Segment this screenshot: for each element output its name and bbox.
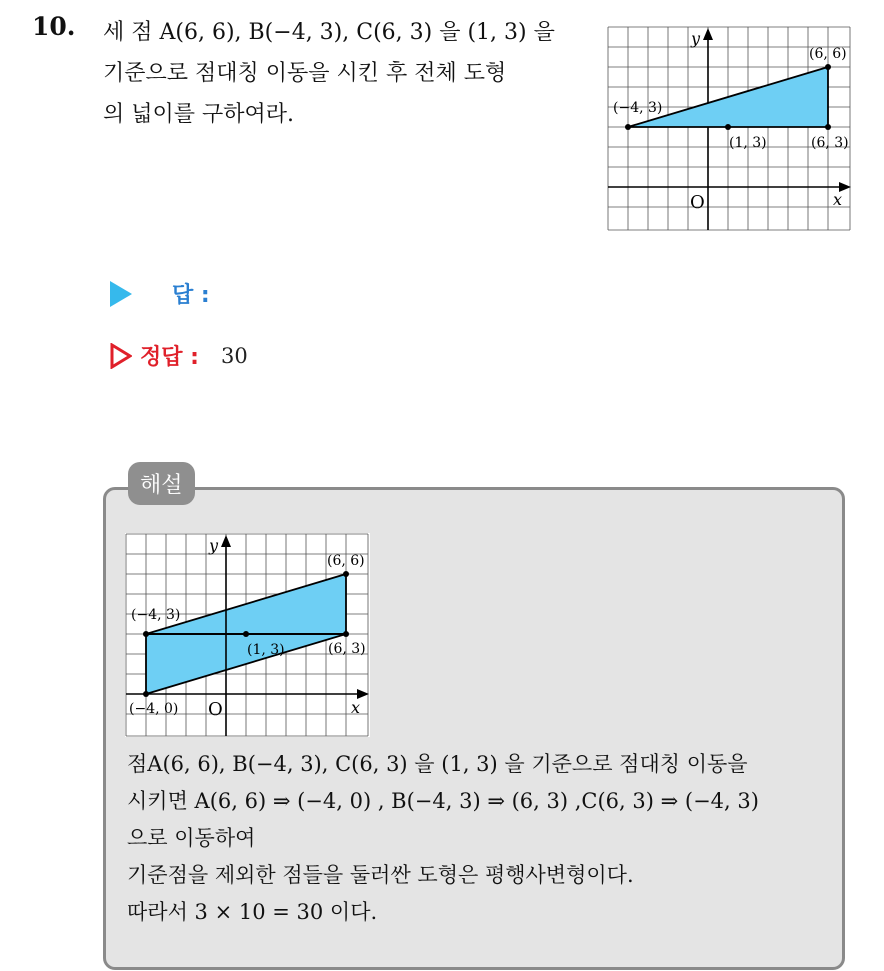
- explanation-line-5: 따라서 3 × 10 = 30 이다.: [127, 900, 378, 924]
- outline-triangle-icon: [110, 343, 132, 369]
- explanation-line-1: 점A(6, 6), B(−4, 3), C(6, 3) 을 (1, 3) 을 기준으로 점대칭 이동을: [127, 752, 748, 776]
- point-a: [343, 571, 349, 577]
- label-center: (1, 3): [729, 135, 767, 151]
- point-c: [825, 124, 831, 130]
- explanation-text: [127, 746, 759, 931]
- label-c: (6, 3): [328, 641, 366, 657]
- x-axis-label: x: [833, 190, 843, 209]
- label-c: (6, 3): [811, 135, 849, 151]
- point-b: [143, 631, 149, 637]
- explanation-graph: [125, 533, 370, 737]
- explanation-badge: 해설: [128, 462, 195, 505]
- point-c: [343, 631, 349, 637]
- question-text: [103, 12, 583, 135]
- answer-label: 답 :: [172, 283, 210, 308]
- point-center: [243, 631, 249, 637]
- label-a: (6, 6): [809, 46, 847, 62]
- question-graph: [607, 26, 852, 231]
- question-number: 10.: [32, 12, 76, 41]
- label-b: (−4, 3): [613, 100, 663, 116]
- explanation-line-2: 시키면 A(6, 6) ⇒ (−4, 0) , B(−4, 3) ⇒ (6, 3) ,C(6, 3) ⇒ (−4, 3): [127, 789, 759, 813]
- label-b: (−4, 3): [131, 607, 181, 623]
- y-axis-arrow: [703, 28, 713, 40]
- point-center: [725, 124, 731, 130]
- question-line-2: 기준으로 점대칭 이동을 시킨 후 전체 도형: [103, 61, 507, 86]
- correct-answer-label: 정답 :: [140, 345, 199, 370]
- origin-label: O: [690, 192, 705, 213]
- question-line-3: 의 넓이를 구하여라.: [103, 102, 294, 127]
- label-a-image: (−4, 0): [129, 701, 179, 717]
- y-axis-label: y: [209, 536, 219, 555]
- play-triangle-icon: [110, 281, 132, 307]
- label-center: (1, 3): [247, 642, 285, 658]
- label-a: (6, 6): [327, 553, 365, 569]
- point-a-image: [143, 691, 149, 697]
- y-axis-label: y: [691, 29, 701, 48]
- origin-label: O: [208, 699, 223, 720]
- point-b: [625, 124, 631, 130]
- x-axis-label: x: [351, 698, 361, 717]
- point-a: [825, 64, 831, 70]
- explanation-line-3: 으로 이동하여: [127, 826, 256, 850]
- answer-row: [110, 278, 210, 309]
- question-line-1: 세 점 A(6, 6), B(−4, 3), C(6, 3) 을 (1, 3) 을: [103, 20, 555, 45]
- correct-answer-value: 30: [220, 343, 248, 368]
- explanation-line-4: 기준점을 제외한 점들을 둘러싼 도형은 평행사변형이다.: [127, 863, 634, 887]
- correct-answer-row: [110, 340, 248, 371]
